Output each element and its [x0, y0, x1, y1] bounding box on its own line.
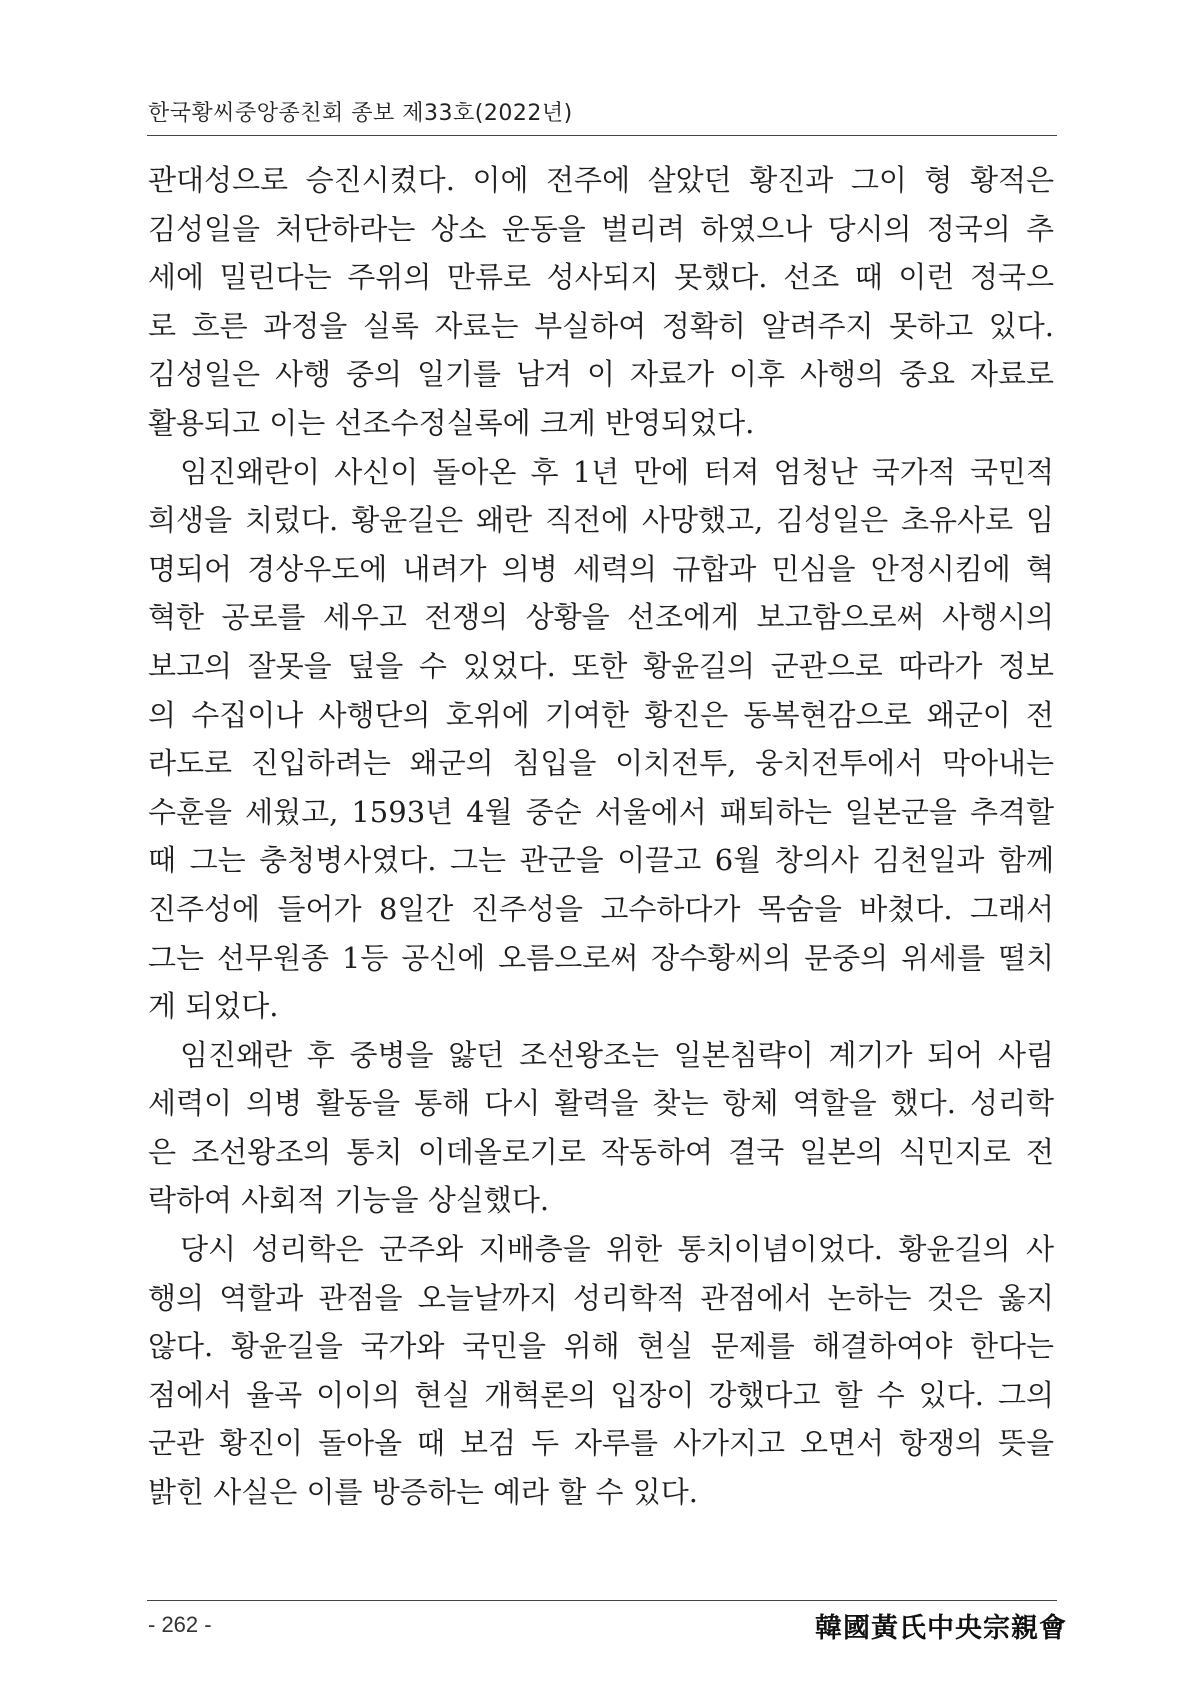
page-number: - 262 -	[148, 1612, 212, 1637]
article-body	[148, 156, 1054, 1517]
footer-divider	[147, 1600, 1057, 1601]
text-line: 로 흐른 과정을 실록 자료는 부실하여 정확히 알려주지 못하고 있다.	[148, 308, 1054, 343]
text-line: 세에 밀린다는 주위의 만류로 성사되지 못했다. 선조 때 이런 정국으	[148, 260, 1054, 295]
text-line: 관대성으로 승진시켰다. 이에 전주에 살았던 황진과 그이 형 황적은	[148, 163, 1054, 197]
text-line: 의 수집이나 사행단의 호위에 기여한 황진은 동복현감으로 왜군이 전	[148, 697, 1054, 732]
paragraph-first-line: 임진왜란 후 중병을 앓던 조선왕조는 일본침략이 계기가 되어 사림	[180, 1037, 1054, 1072]
paragraph-first-line: 임진왜란이 사신이 돌아온 후 1년 만에 터져 엄청난 국가적 국민적	[180, 454, 1054, 489]
text-line: 점에서 율곡 이이의 현실 개혁론의 입장이 강했다고 할 수 있다. 그의	[148, 1377, 1054, 1412]
society-logo-text: 韓國黃氏中央宗親會	[815, 1613, 1067, 1644]
text-line: 락하여 사회적 기능을 상실했다.	[148, 1183, 550, 1218]
text-line: 희생을 치렀다. 황윤길은 왜란 직전에 사망했고, 김성일은 초유사로 임	[148, 503, 1054, 538]
text-line: 군관 황진이 돌아올 때 보검 두 자루를 사가지고 오면서 항쟁의 뜻을	[148, 1426, 1054, 1461]
text-line: 라도로 진입하려는 왜군의 침입을 이치전투, 웅치전투에서 막아내는	[148, 746, 1054, 781]
text-line: 밝힌 사실은 이를 방증하는 예라 할 수 있다.	[148, 1475, 698, 1510]
text-line: 보고의 잘못을 덮을 수 있었다. 또한 황윤길의 군관으로 따라가 정보	[148, 648, 1054, 683]
text-line: 명되어 경상우도에 내려가 의병 세력의 규합과 민심을 안정시킴에 혁	[148, 551, 1054, 586]
text-line: 세력이 의병 활동을 통해 다시 활력을 찾는 항체 역할을 했다. 성리학	[148, 1086, 1054, 1121]
text-line: 행의 역할과 관점을 오늘날까지 성리학적 관점에서 논하는 것은 옳지	[148, 1280, 1054, 1315]
text-line: 김성일은 사행 중의 일기를 남겨 이 자료가 이후 사행의 중요 자료로	[148, 357, 1054, 392]
text-line: 게 되었다.	[148, 989, 279, 1024]
text-line: 혁한 공로를 세우고 전쟁의 상황을 선조에게 보고함으로써 사행시의	[148, 600, 1054, 635]
text-line: 않다. 황윤길을 국가와 국민을 위해 현실 문제를 해결하여야 한다는	[148, 1329, 1054, 1364]
text-line: 수훈을 세웠고, 1593년 4월 중순 서울에서 패퇴하는 일본군을 추격할	[148, 794, 1054, 829]
header-divider	[147, 135, 1057, 136]
text-line: 활용되고 이는 선조수정실록에 크게 반영되었다.	[148, 405, 755, 440]
text-line: 때 그는 충청병사였다. 그는 관군을 이끌고 6월 창의사 김천일과 함께	[148, 843, 1054, 878]
paragraph-first-line: 당시 성리학은 군주와 지배층을 위한 통치이념이었다. 황윤길의 사	[180, 1232, 1054, 1267]
text-line: 그는 선무원종 1등 공신에 오름으로써 장수황씨의 문중의 위세를 떨치	[148, 940, 1054, 975]
text-line: 진주성에 들어가 8일간 진주성을 고수하다가 목숨을 바쳤다. 그래서	[148, 891, 1054, 926]
text-line: 은 조선왕조의 통치 이데올로기로 작동하여 결국 일본의 식민지로 전	[148, 1134, 1054, 1169]
text-line: 김성일을 처단하라는 상소 운동을 벌리려 하였으나 당시의 정국의 추	[148, 211, 1054, 246]
running-header: 한국황씨중앙종친회 종보 제33호(2022년)	[148, 101, 573, 126]
